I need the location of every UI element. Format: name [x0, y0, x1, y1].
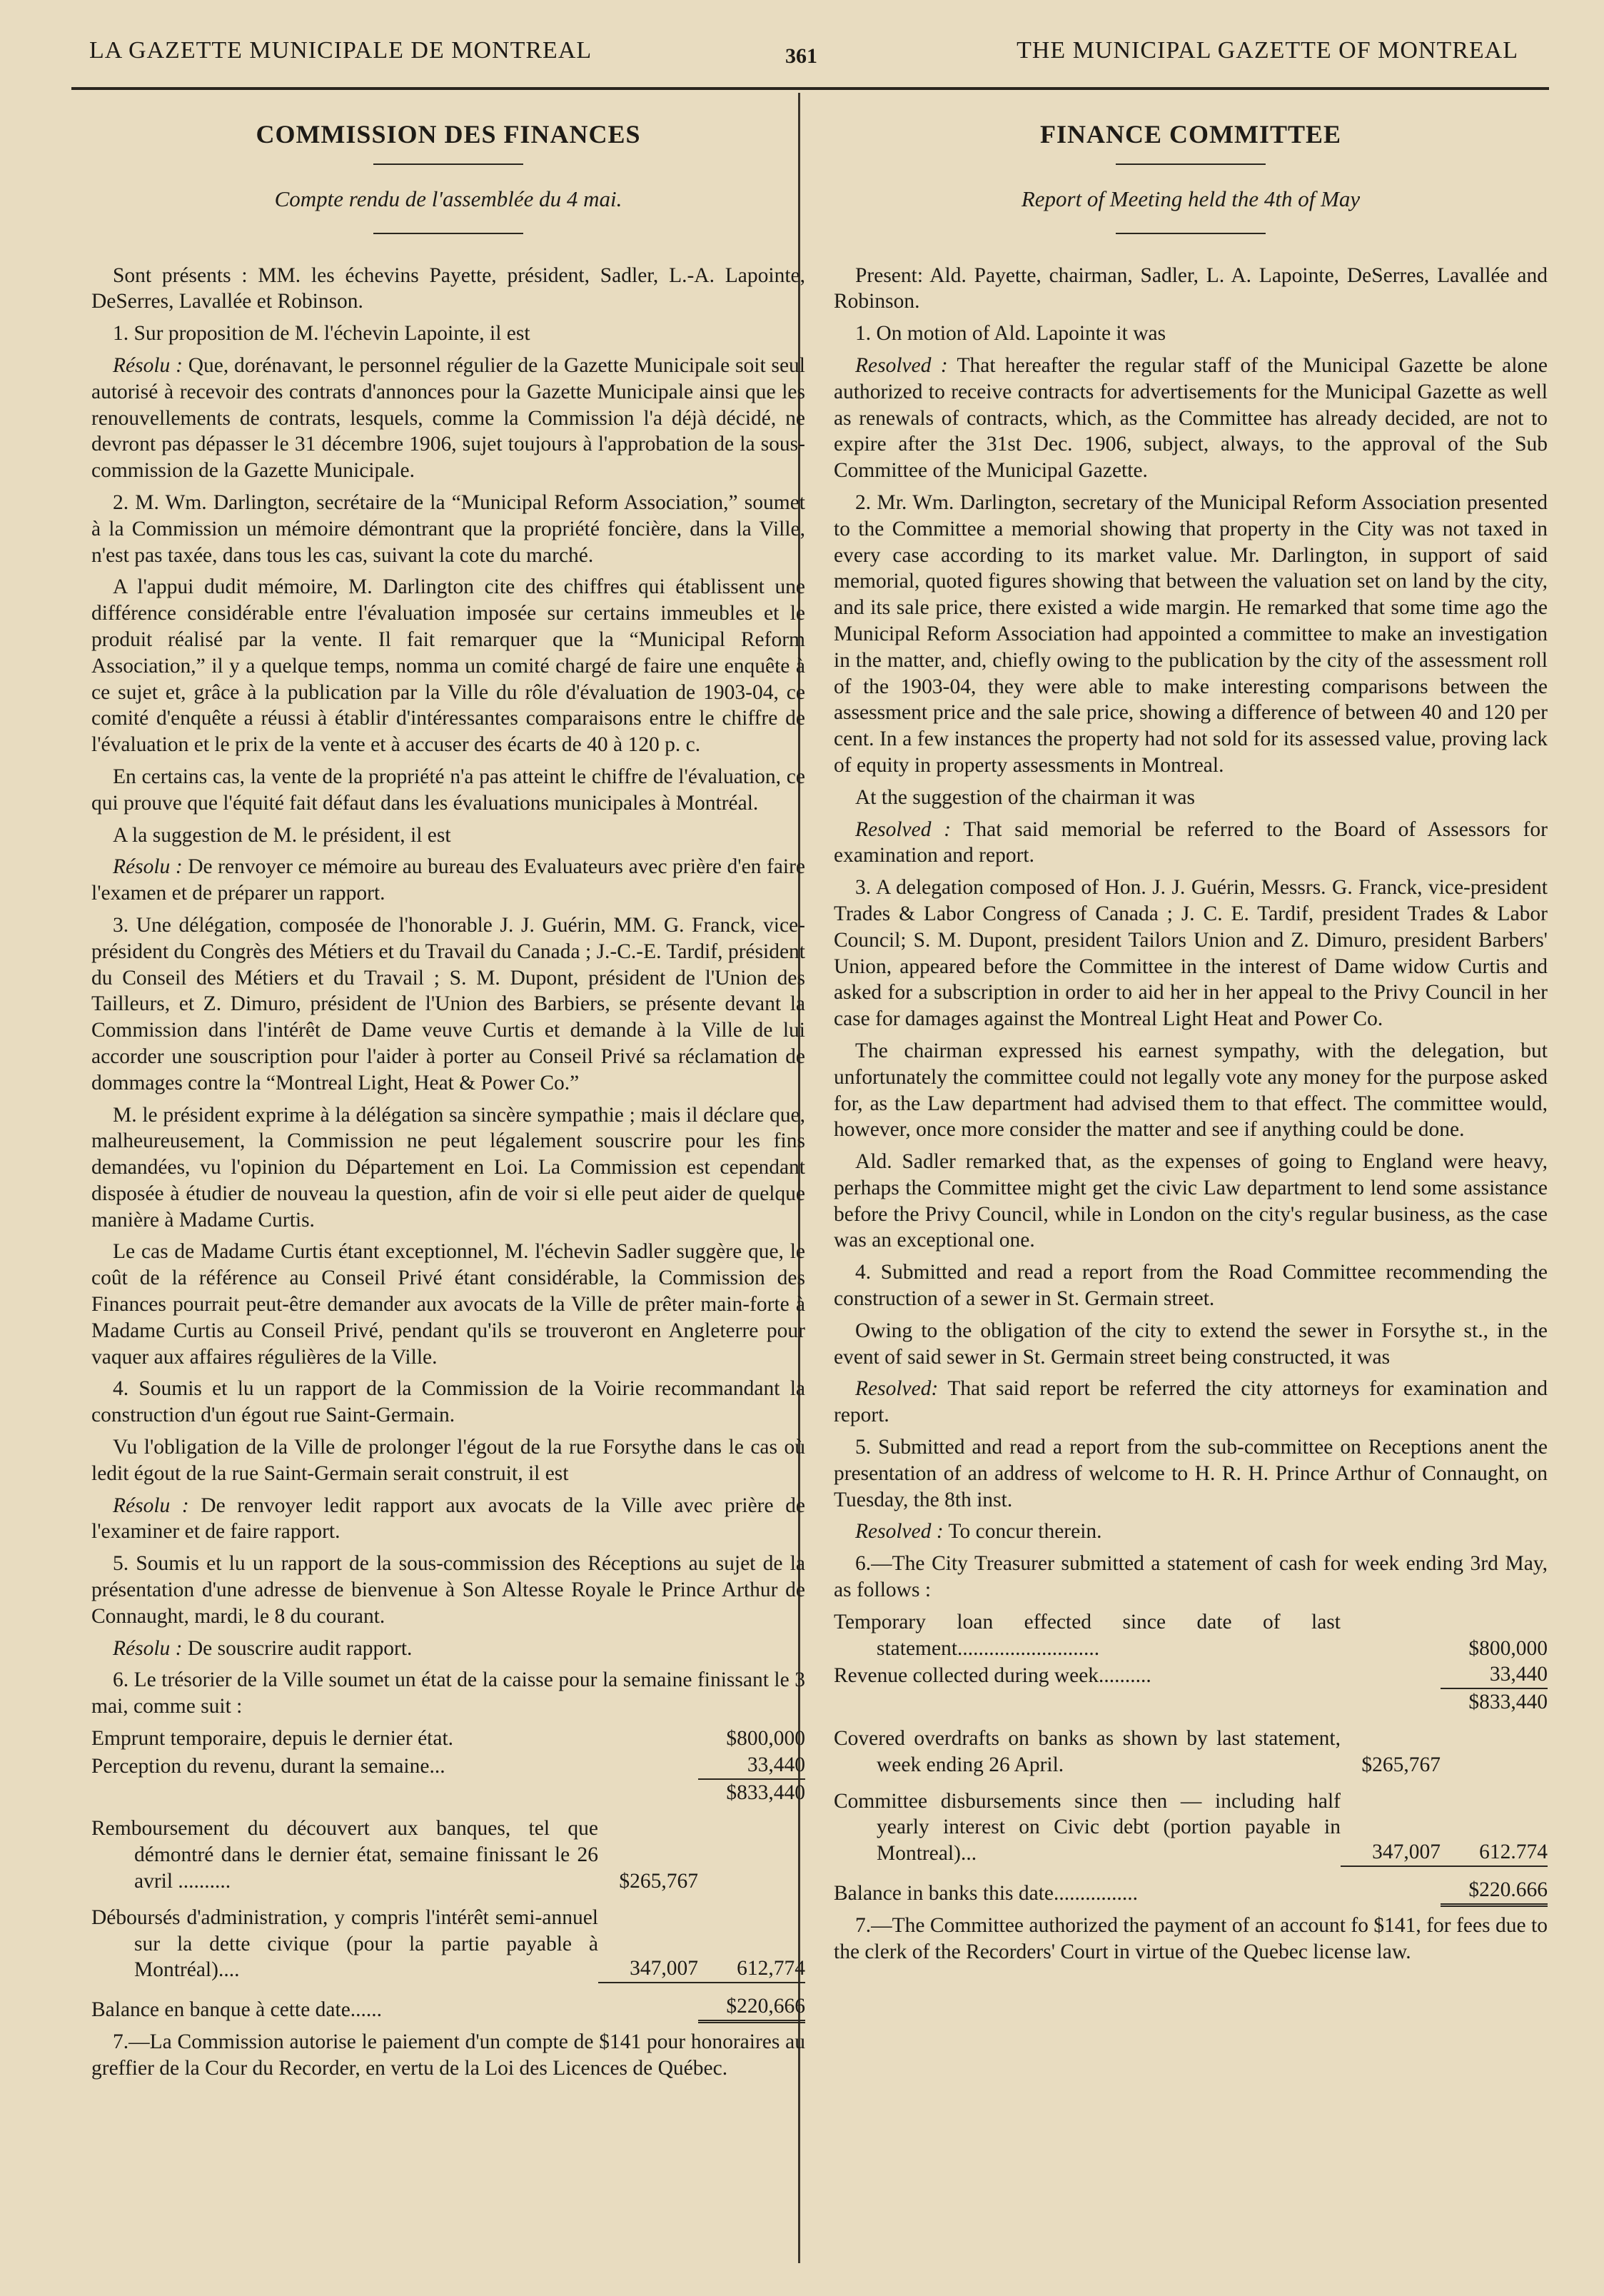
statement-label: Committee disbursements since then — including half yearly interest on Civic debt (portion payable in Montreal)... [834, 1789, 1341, 1866]
statement-label: Déboursés d'administration, y compris l'intérêt semi-annuel sur la dette civique (pour la partie payable à Montréal).... [91, 1905, 598, 1982]
english-resolution-1 [834, 353, 1548, 484]
french-resolution-1 [91, 353, 805, 484]
statement-row [834, 1877, 1548, 1907]
english-item-6: 6.—The City Treasurer submitted a statement of cash for week ending 3rd May, as follows : [834, 1552, 1548, 1602]
french-resolution-2 [91, 854, 805, 907]
statement-row [91, 1905, 805, 1983]
french-item-2b: A l'appui dudit mémoire, M. Darlington cite des chiffres qui établissent une différence considérable entre l'évaluation imposée sur certains immeubles et le produit réalisé par la vente. Il fait remarquer que la “Municipal Reform Association,” il y a quelque temps, nomma un comité chargé de faire une enquête à ce sujet et, grâce à la publication par la Ville du rôle d'évaluation de 1903-04, ce comité d'enquête a réussi à établir d'intéressantes comparaisons entre le chiffre de l'évaluation et le prix de la vente et à accuser des écarts de 40 à 120 p. c. [91, 575, 805, 757]
statement-row [91, 1780, 805, 1806]
english-title: FINANCE COMMITTEE [1039, 120, 1342, 148]
english-item-7: 7.—The Committee authorized the payment of an account fo $141, for fees due to the clerk of the Recorders' Court in virtue of the Quebec license law. [834, 1913, 1548, 1963]
statement-label: Emprunt temporaire, depuis le dernier état. [91, 1727, 454, 1751]
running-head-french: LA GAZETTE MUNICIPALE DE MONTREAL [89, 37, 592, 64]
french-item-4: 4. Soumis et lu un rapport de la Commission de la Voirie recommandant la construction d'un égout rue Saint-Germain. [91, 1377, 805, 1427]
english-item-2b: At the suggestion of the chairman it was [855, 785, 1195, 809]
english-cash-statement [834, 1609, 1548, 1907]
english-item-2: 2. Mr. Wm. Darlington, secretary of the Municipal Reform Association presented to the Committee a memorial showing that property in the City was not taxed in every case according to its market value. Mr. Darlington, in support of said memorial, quoted figures showing that between the valuation set on land by the city, and its sale price, there existed a wide margin. He remarked that some time ago the Municipal Reform Association had appointed a committee to make an investigation in the matter, and, chiefly owing to the publication by the city of the assessment roll of the 1903-04, they were able to make interesting comparisons between the assessment price and the sale price, showing a difference of between 40 and 120 per cent. In a few instances the property had not sold for its assessed value, proving lack of equity in property assessments in Montreal. [834, 490, 1548, 777]
statement-balance: $220,666 [698, 1993, 805, 2023]
statement-label: Revenue collected during week.......... [834, 1664, 1151, 1688]
statement-row [91, 1816, 805, 1894]
english-item-3b: The chairman expressed his earnest sympathy, with the delegation, but unfortunately the committee could not legally vote any money for the purpose asked for, as the Law department had advised them to that effect. The committee would, however, once more consider the matter and see if anything could be done. [834, 1039, 1548, 1142]
statement-row [91, 1993, 805, 2023]
statement-value: $265,767 [1361, 1753, 1441, 1776]
statement-value: 33,440 [1441, 1661, 1548, 1689]
running-head-english: THE MUNICIPAL GAZETTE OF MONTREAL [1017, 37, 1518, 64]
english-subtitle: Report of Meeting held the 4th of May [1021, 186, 1361, 211]
english-resolution-5 [834, 1519, 1548, 1545]
resolved-label: Resolved : [855, 817, 952, 841]
page-number: 361 [785, 44, 817, 68]
resolu-label: Résolu : [113, 855, 183, 879]
french-item-3: 3. Une délégation, composée de l'honorable J. J. Guérin, MM. G. Franck, vice-président du Congrès des Métiers et du Travail du Canada ; J.-C.-E. Tardif, président du Conseil des Métiers et du Travail ; S. M. Dupont, président de l'Union des Tailleurs, et Z. Dimuro, président de l'Union des Barbiers, se présente devant la Commission dans l'intérêt de Dame veuve Curtis et demande à la Ville de lui accorder une souscription pour l'aider à porter au Conseil Privé sa réclamation de dommages contre la “Montreal Light, Heat & Power Co.” [91, 913, 805, 1094]
resolution-text: De renvoyer ledit rapport aux avocats de la Ville avec prière de l'examiner et de faire rapport. [91, 1494, 805, 1544]
statement-balance: $220.666 [1441, 1877, 1548, 1907]
title-rule [1116, 163, 1266, 165]
resolu-label: Résolu : [113, 1636, 183, 1660]
french-item-2c: En certains cas, la vente de la propriété n'a pas atteint le chiffre de l'évaluation, ce qui prouve que l'équité fait défaut dans les évaluations municipales à Montréal. [91, 765, 805, 815]
statement-value: $265,767 [619, 1870, 698, 1893]
english-item-5: 5. Submitted and read a report from the sub-committee on Receptions anent the presentation of an address of welcome to H. R. H. Prince Arthur of Connaught, on Tuesday, the 8th inst. [834, 1436, 1548, 1511]
english-item-3: 3. A delegation composed of Hon. J. J. Guérin, Messrs. G. Franck, vice-president Trades & Labor Congress of Canada ; J. C. E. Tardif, president Trades & Labor Council; S. M. Dupont, president Tailors Union and Z. Dimuro, president Barbers' Union, appeared before the Committee in the interest of Dame widow Curtis and asked for a subscription in order to aid her in her appeal to the Privy Council in her case for damages against the Montreal Light Heat and Power Co. [834, 876, 1548, 1031]
resolved-label: Resolved : [855, 1520, 944, 1544]
french-resolution-4 [91, 1493, 805, 1546]
french-item-6: 6. Le trésorier de la Ville soumet un état de la caisse pour la semaine finissant le 3 mai, comme suit : [91, 1668, 805, 1718]
english-item-1: 1. On motion of Ald. Lapointe it was [855, 322, 1166, 346]
statement-value: 347,007 [598, 1955, 698, 1983]
header-rule [71, 87, 1549, 90]
french-item-5: 5. Soumis et lu un rapport de la sous-commission des Réceptions au sujet de la présentation d'une adresse de bienvenue à Son Altesse Royale le Prince Arthur de Connaught, mardi, le 8 du courant. [91, 1552, 805, 1628]
title-rule [373, 163, 523, 165]
statement-row [834, 1726, 1548, 1778]
statement-value: $800,000 [726, 1727, 805, 1751]
french-item-7: 7.—La Commission autorise le paiement d'un compte de $141 pour honoraires au greffier de la Cour du Recorder, en vertu de la Loi des Licences de Québec. [91, 2030, 805, 2080]
resolution-text: De souscrire audit rapport. [187, 1636, 413, 1660]
french-cash-statement [91, 1726, 805, 2023]
statement-subtotal: $833,440 [1468, 1691, 1548, 1714]
statement-label: Temporary loan effected since date of last statement........................... [834, 1610, 1341, 1660]
subtitle-rule [373, 233, 523, 234]
resolution-text: Que, dorénavant, le personnel régulier de la Gazette Municipale soit seul autorisé à recevoir des contrats d'annonces pour la Gazette Municipale ainsi que les renouvellements de contrats, lesquels, comme la Commission l'a déjà décidé, ne devront pas dépasser le 31 décembre 1906, sujet toujours à l'approbation de la sous-commission de la Gazette Municipale. [91, 353, 805, 483]
statement-value: $800,000 [1468, 1636, 1548, 1660]
french-present: Sont présents : MM. les échevins Payette, président, Sadler, L.-A. Lapointe, DeSerres, Lavallée et Robinson. [91, 263, 805, 313]
english-item-3c: Ald. Sadler remarked that, as the expenses of going to England were heavy, perhaps the Committee might get the civic Law department to lend some assistance before the Privy Council, while in London on the city's regular business, as the case was an exceptional one. [834, 1150, 1548, 1252]
resolution-text: That said report be referred the city attorneys for examination and report. [834, 1377, 1548, 1427]
statement-row [834, 1788, 1548, 1867]
french-item-2d: A la suggestion de M. le président, il est [113, 823, 451, 847]
french-item-4b: Vu l'obligation de la Ville de prolonger l'égout de la rue Forsythe dans le cas où ledit égout de la rue Saint-Germain serait construit, il est [91, 1436, 805, 1485]
french-item-1: 1. Sur proposition de M. l'échevin Lapointe, il est [113, 322, 530, 346]
statement-label: Remboursement du découvert aux banques, tel que démontré dans le dernier état, semaine finissant le 26 avril .......... [91, 1817, 598, 1893]
english-present: Present: Ald. Payette, chairman, Sadler, L. A. Lapointe, DeSerres, Lavallée and Robinson. [834, 263, 1548, 313]
english-resolution-2 [834, 817, 1548, 870]
resolution-text: That hereafter the regular staff of the Municipal Gazette be alone authorized to receive contracts for advertisements for the Municipal Gazette as well as renewals of contracts, which, as the Committee has already decided, are not to expire after the 31st Dec. 1906, subject, always, to the approval of the Sub Committee of the Municipal Gazette. [834, 353, 1548, 483]
english-item-4: 4. Submitted and read a report from the Road Committee recommending the construction of a sewer in St. Germain street. [834, 1261, 1548, 1311]
statement-label: Balance en banque à cette date...... [91, 1998, 383, 2022]
statement-value: 347,007 [1341, 1839, 1441, 1867]
statement-label: Perception du revenu, durant la semaine... [91, 1754, 445, 1778]
french-item-3b: M. le président exprime à la délégation sa sincère sympathie ; mais il déclare que, malheureusement, la Commission ne peut légalement souscrire pour les fins demandées, vu l'opinion du Département en Loi. La Commission est cependant disposée à étudier de nouveau la question, afin de voir si elle peut aider de quelque manière à Madame Curtis. [91, 1103, 805, 1232]
statement-label: Balance in banks this date................ [834, 1882, 1139, 1905]
resolved-label: Resolved: [855, 1377, 939, 1401]
english-resolution-4 [834, 1376, 1548, 1429]
resolu-label: Résolu : [113, 353, 183, 377]
statement-total: 612,774 [698, 1955, 805, 1983]
resolution-text: De renvoyer ce mémoire au bureau des Evaluateurs avec prière d'en faire l'examen et de préparer un rapport. [91, 855, 805, 905]
resolu-label: Résolu : [113, 1494, 189, 1517]
french-item-3c: Le cas de Madame Curtis étant exceptionnel, M. l'échevin Sadler suggère que, le coût de la référence au Conseil Privé étant considérable, la Commission des Finances pourrait peut-être demander aux avocats de la Ville de prêter main-forte à Madame Curtis au Conseil Privé, pendant qu'ils se trouveront en Angleterre pour vaquer aux affaires régulières de la Ville. [91, 1240, 805, 1369]
resolved-label: Resolved : [855, 353, 948, 377]
statement-row [834, 1689, 1548, 1716]
statement-row [834, 1609, 1548, 1662]
resolution-text: That said memorial be referred to the Board of Assessors for examination and report. [834, 817, 1548, 867]
french-subtitle: Compte rendu de l'assemblée du 4 mai. [274, 186, 622, 211]
french-column [91, 107, 805, 2088]
statement-row [91, 1726, 805, 1752]
french-item-2: 2. M. Wm. Darlington, secrétaire de la “Municipal Reform Association,” soumet à la Commission un mémoire démontrant que la propriété foncière, dans la Ville, n'est pas taxée, dans tous les cas, suivant la cote du marché. [91, 490, 805, 567]
french-title: COMMISSION DES FINANCES [256, 120, 641, 148]
english-column [834, 107, 1548, 1970]
french-resolution-5 [91, 1636, 805, 1662]
english-item-4b: Owing to the obligation of the city to extend the sewer in Forsythe st., in the event of said sewer in St. Germain street being constructed, it was [834, 1319, 1548, 1369]
resolution-text: To concur therein. [948, 1520, 1102, 1544]
statement-row [91, 1752, 805, 1780]
statement-row [834, 1661, 1548, 1689]
statement-subtotal: $833,440 [726, 1781, 805, 1804]
subtitle-rule [1116, 233, 1266, 234]
statement-total: 612.774 [1441, 1839, 1548, 1867]
statement-label: Covered overdrafts on banks as shown by last statement, week ending 26 April. [834, 1727, 1341, 1776]
statement-value: 33,440 [698, 1752, 805, 1780]
